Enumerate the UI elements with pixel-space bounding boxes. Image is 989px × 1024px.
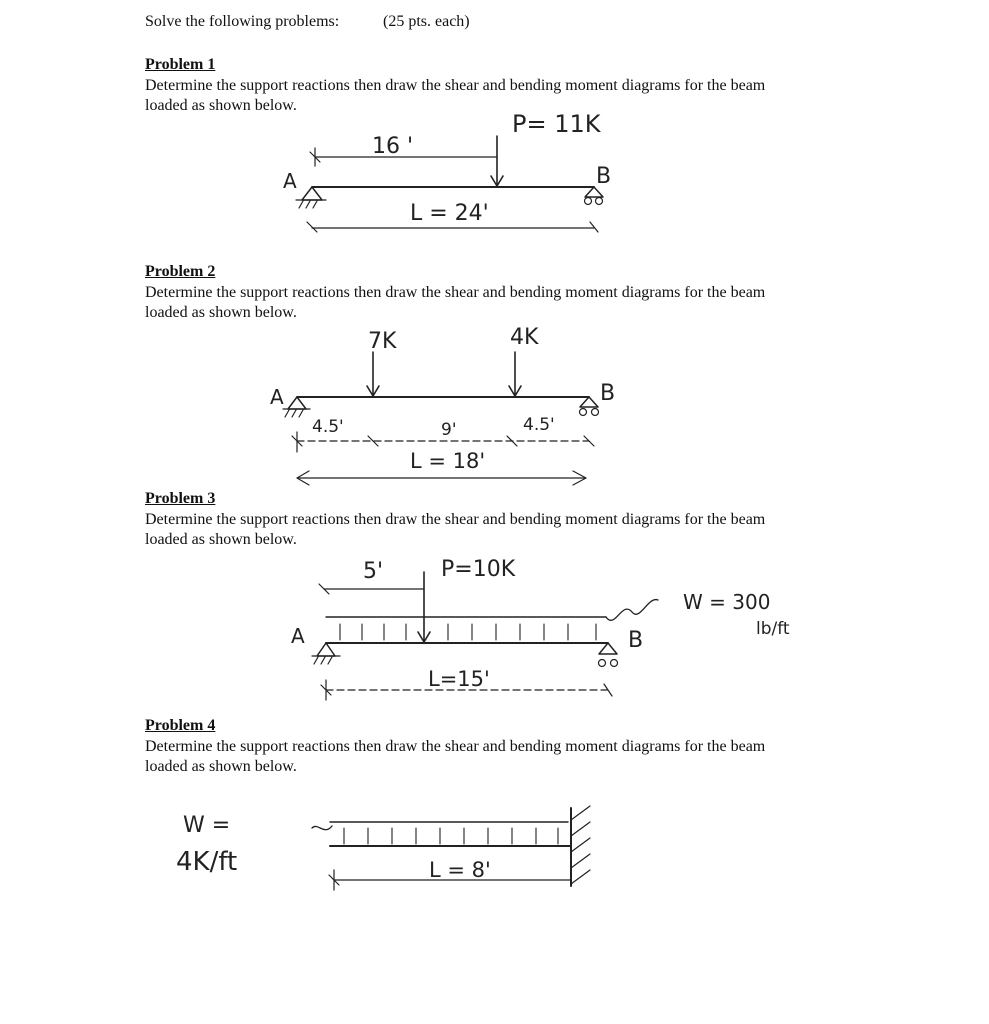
fig2-load-1-label: 7K (368, 329, 397, 354)
fig1-load-label: P= 11K (512, 110, 601, 138)
fig1-pin-support-a (302, 187, 322, 200)
fig3-support-b-label: B (628, 628, 644, 653)
problem-2-heading: Problem 2 (145, 263, 216, 280)
fig3-w-leader-line (606, 600, 658, 621)
problem-4-heading: Problem 4 (145, 717, 216, 734)
fig1-roller-left (585, 198, 592, 205)
problem-3-text-line-1: Determine the support reactions then draw the shear and bending moment diagrams for the beam (145, 511, 766, 528)
fig2-pin-support-a (288, 397, 306, 409)
fig2-load-2-label: 4K (510, 325, 539, 350)
figure-2-beam-diagram (270, 325, 615, 485)
fig4-load-squiggle (312, 826, 332, 830)
fig1-ground-hatch-a (296, 200, 326, 208)
fig3-ground-hatch-a (312, 656, 340, 664)
problem-4-text-line-1: Determine the support reactions then draw the shear and bending moment diagrams for the beam (145, 738, 766, 755)
fig3-support-a-label: A (291, 624, 305, 648)
fig3-pin-support-a (317, 643, 335, 656)
problem-2-text-line-2: loaded as shown below. (145, 304, 297, 321)
fig3-length-label: L=15' (428, 667, 490, 691)
fig2-length-label: L = 18' (410, 449, 486, 473)
fig2-roller-left (580, 409, 587, 416)
problem-3-text-line-2: loaded as shown below. (145, 531, 297, 548)
problem-1-text-line-2: loaded as shown below. (145, 97, 297, 114)
fig4-w-value: 4K/ft (176, 847, 238, 877)
fig3-roller-support-b (599, 643, 617, 654)
fig2-segment-1-label: 4.5' (312, 417, 344, 437)
fig4-w-label: W = (183, 813, 231, 838)
figure-1-beam-diagram (283, 110, 611, 232)
instruction-text: Solve the following problems: (145, 13, 340, 30)
fig1-distance-label: 16 ' (372, 134, 414, 159)
fig3-load-label: P=10K (441, 557, 516, 582)
fig3-roller-left (599, 660, 606, 667)
problem-3-heading: Problem 3 (145, 490, 216, 507)
fig1-support-b-label: B (596, 164, 612, 189)
fig4-distributed-load-arrows (344, 828, 558, 844)
fig3-w-unit: lb/ft (756, 619, 790, 639)
fig2-ground-hatch-a (283, 409, 310, 417)
points-text: (25 pts. each) (383, 13, 470, 30)
fig2-support-b-label: B (600, 381, 616, 406)
fig3-distance-label: 5' (363, 559, 384, 584)
fig2-segment-3-label: 4.5' (523, 415, 555, 435)
figure-3-beam-diagram (291, 557, 790, 700)
fig2-roller-right (592, 409, 599, 416)
problem-1-text-line-1: Determine the support reactions then draw the shear and bending moment diagrams for the beam (145, 77, 766, 94)
problem-4-text-line-2: loaded as shown below. (145, 758, 297, 775)
fig4-length-label: L = 8' (429, 858, 491, 882)
problem-1-heading: Problem 1 (145, 56, 216, 73)
fig3-w-label: W = 300 (683, 590, 771, 614)
fig3-roller-right (611, 660, 618, 667)
fig2-support-a-label: A (270, 385, 284, 409)
fig3-distributed-load-arrows (340, 624, 596, 640)
problem-2-text-line-1: Determine the support reactions then draw the shear and bending moment diagrams for the beam (145, 284, 766, 301)
fig4-wall-hatch (571, 806, 590, 884)
fig2-roller-support-b (580, 397, 598, 407)
fig1-length-label: L = 24' (410, 201, 489, 226)
figure-4-beam-diagram (176, 806, 590, 890)
fig2-segment-2-label: 9' (441, 420, 457, 440)
fig1-support-a-label: A (283, 169, 297, 193)
fig1-roller-right (596, 198, 603, 205)
